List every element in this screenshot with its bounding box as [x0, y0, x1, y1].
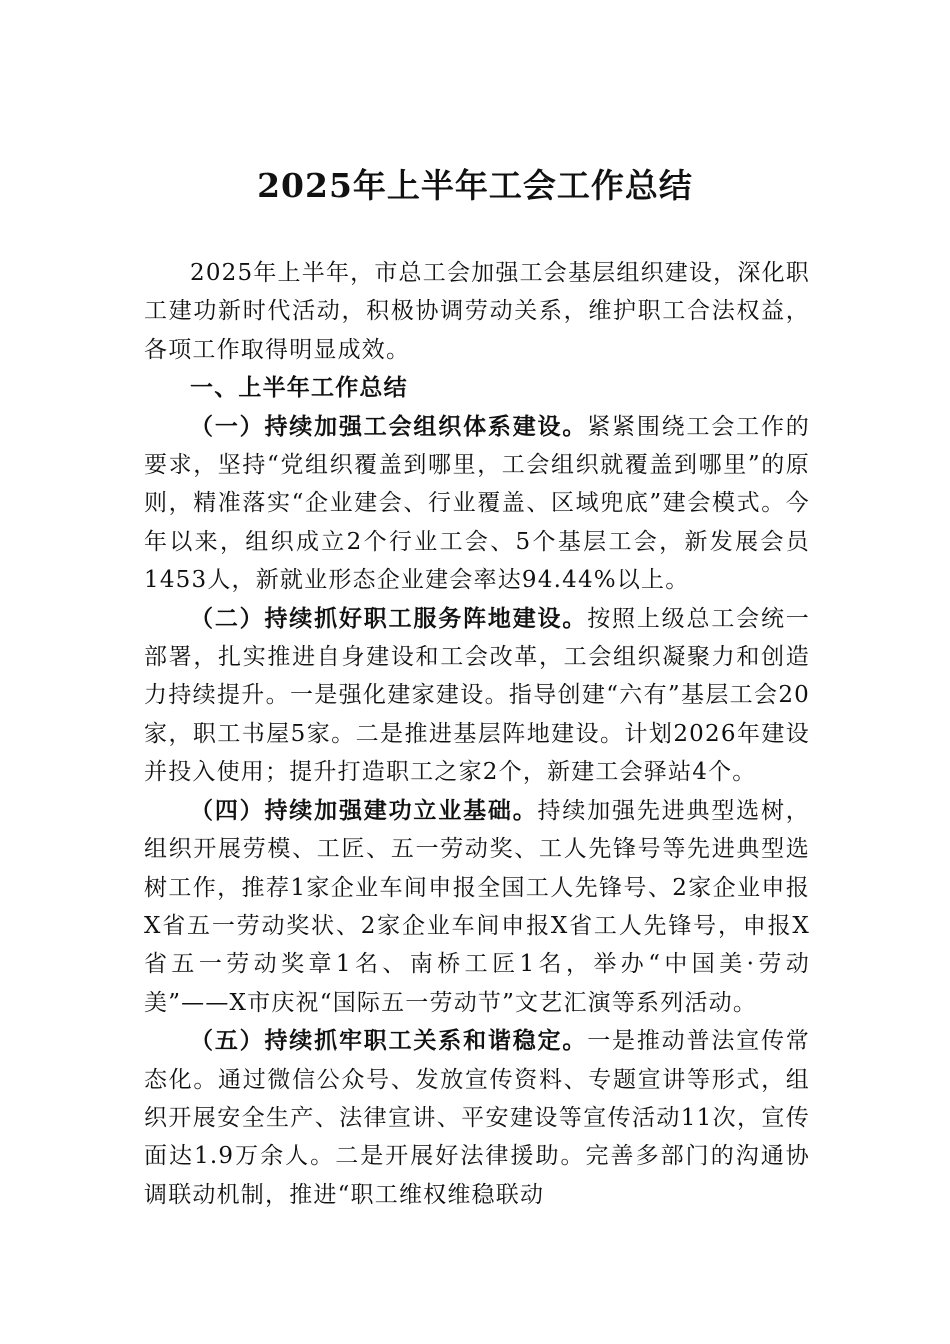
paragraph-achievement: [144, 792, 810, 1022]
paragraph-text: 持续加强先进典型选树，组织开展劳模、工匠、五一劳动奖、工人先锋号等先进典型选树工作，推荐1家企业车间申报全国工人先锋号、2家企业申报X省五一劳动奖状、2家企业车间申报X省工人先锋号，申报X省五一劳动奖章1名、南桥工匠1名，举办“中国美·劳动美”——X市庆祝“国际五一劳动节”文艺汇演等系列活动。: [144, 797, 810, 1016]
document-body: [144, 254, 810, 1214]
paragraph-text: 一是推动普法宣传常态化。通过微信公众号、发放宣传资料、专题宣讲等形式，组织开展安全生产、法律宣讲、平安建设等宣传活动11次，宣传面达1.9万余人。二是开展好法律援助。完善多部门的沟通协调联动机制，推进“职工维权维稳联动: [144, 1028, 810, 1208]
paragraph-heading: （五）持续抓牢职工关系和谐稳定。: [190, 1027, 588, 1055]
paragraph-heading: （一）持续加强工会组织体系建设。: [190, 412, 588, 440]
paragraph-text: 按照上级总工会统一部署，扎实推进自身建设和工会改革，工会组织凝聚力和创造力持续提升。一是强化建家建设。指导创建“六有”基层工会20家，职工书屋5家。二是推进基层阵地建设。计划2026年建设并投入使用；提升打造职工之家2个，新建工会驿站4个。: [144, 605, 810, 786]
intro-paragraph: 2025年上半年，市总工会加强工会基层组织建设，深化职工建功新时代活动，积极协调劳动关系，维护职工合法权益，各项工作取得明显成效。: [144, 260, 810, 363]
paragraph-heading: （二）持续抓好职工服务阵地建设。: [190, 604, 588, 632]
section-heading: 一、上半年工作总结: [190, 375, 408, 402]
paragraph-service: [144, 600, 810, 792]
paragraph-organization: [144, 408, 810, 600]
paragraph-relations: [144, 1022, 810, 1214]
paragraph-text: 紧紧围绕工会工作的要求，坚持“党组织覆盖到哪里，工会组织就覆盖到哪里”的原则，精准落实“企业建会、行业覆盖、区域兜底”建会模式。今年以来，组织成立2个行业工会、5个基层工会，新发展会员1453人，新就业形态企业建会率达94.44%以上。: [144, 413, 810, 594]
document-title: 2025年上半年工会工作总结: [257, 166, 693, 205]
paragraph-heading: （四）持续加强建功立业基础。: [190, 796, 538, 824]
